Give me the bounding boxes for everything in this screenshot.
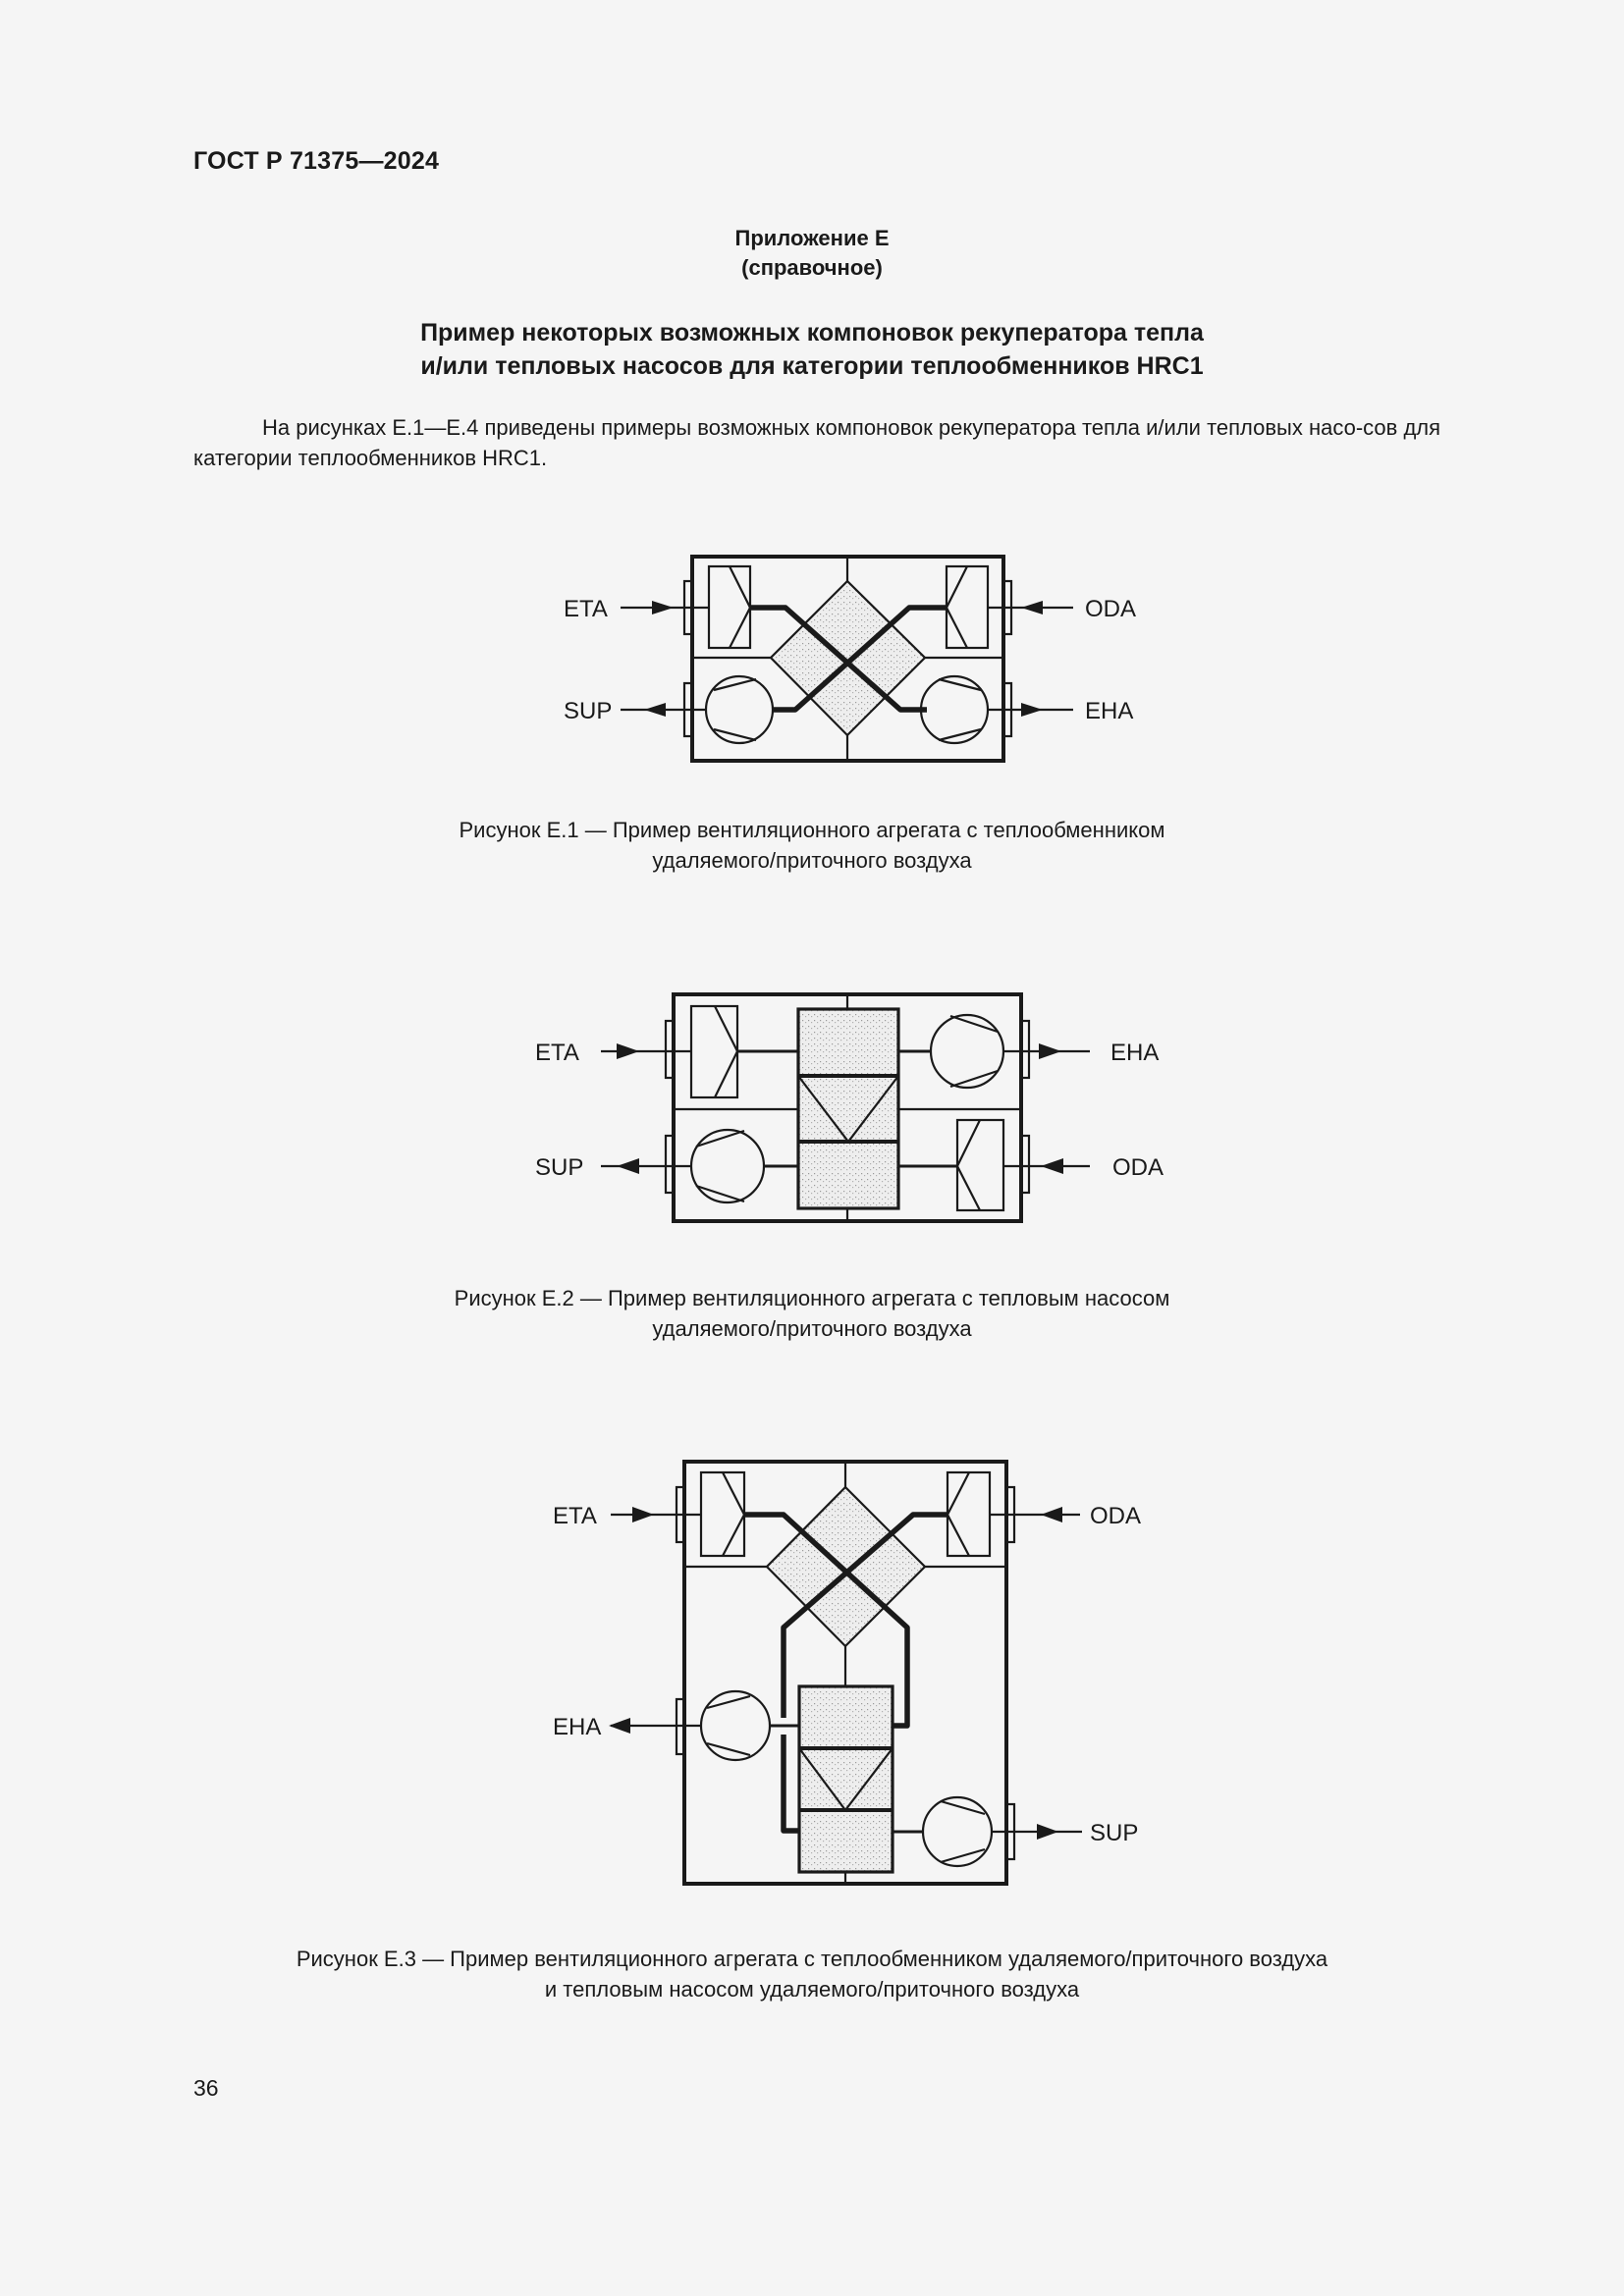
fan-icon (923, 1797, 992, 1866)
fan-icon (691, 1130, 764, 1202)
heat-exchanger-icon (767, 1487, 925, 1646)
figure-e1-diagram (564, 557, 1136, 761)
intro-paragraph (193, 412, 1509, 473)
caption-line2: удаляемого/приточного воздуха (652, 848, 972, 873)
label-eta: ETA (564, 596, 608, 622)
label-oda: ODA (1085, 596, 1137, 622)
fan-icon (921, 676, 988, 743)
label-oda: ODA (1112, 1154, 1164, 1181)
section-title (0, 316, 1624, 383)
heat-exchanger-icon (771, 581, 925, 735)
filter-icon (957, 1120, 1003, 1210)
caption-line1: Рисунок Е.2 — Пример вентиляционного агрегата с тепловым насосом (454, 1286, 1170, 1310)
heat-pump-icon (799, 1686, 893, 1872)
figure-e3-caption (0, 1944, 1624, 2004)
caption-line2: удаляемого/приточного воздуха (652, 1316, 972, 1341)
caption-line2: и тепловым насосом удаляемого/приточного воздуха (544, 1977, 1080, 2002)
label-eha: EHA (1085, 698, 1134, 724)
annex-type: (справочное) (741, 255, 883, 280)
annex-title: Приложение Е (734, 226, 890, 250)
section-title-line2: и/или тепловых насосов для категории теплообменников HRC1 (420, 352, 1204, 380)
label-eha: EHA (1110, 1040, 1160, 1066)
fan-icon (931, 1015, 1003, 1088)
label-eha: EHA (553, 1714, 602, 1740)
caption-line1: Рисунок Е.1 — Пример вентиляционного агрегата с теплообменником (459, 818, 1165, 842)
figure-e3-diagram (553, 1462, 1141, 1884)
section-title-line1: Пример некоторых возможных компоновок рекуператора тепла (420, 319, 1204, 347)
filter-icon (701, 1472, 744, 1556)
page-number: 36 (193, 2075, 219, 2101)
annex-heading (0, 224, 1624, 283)
heat-pump-icon (798, 1009, 898, 1208)
caption-line1: Рисунок Е.3 — Пример вентиляционного агрегата с теплообменником удаляемого/приточного воздуха (296, 1947, 1328, 1971)
filter-icon (709, 566, 750, 648)
fan-icon (706, 676, 773, 743)
label-sup: SUP (564, 698, 613, 724)
filter-icon (947, 1472, 990, 1556)
intro-text: На рисунках Е.1—Е.4 приведены примеры возможных компоновок рекуператора тепла и/или тепловых насо-сов для категории теплообменников HRC1. (193, 415, 1441, 470)
label-eta: ETA (553, 1503, 597, 1529)
fan-icon (701, 1691, 770, 1760)
figure-e2-diagram (535, 994, 1164, 1221)
figure-e1-caption (0, 815, 1624, 876)
filter-icon (947, 566, 988, 648)
figure-e2-caption (0, 1283, 1624, 1344)
filter-icon (691, 1006, 737, 1097)
label-oda: ODA (1090, 1503, 1142, 1529)
label-eta: ETA (535, 1040, 579, 1066)
document-code: ГОСТ Р 71375—2024 (193, 147, 440, 175)
label-sup: SUP (1090, 1820, 1139, 1846)
label-sup: SUP (535, 1154, 584, 1181)
